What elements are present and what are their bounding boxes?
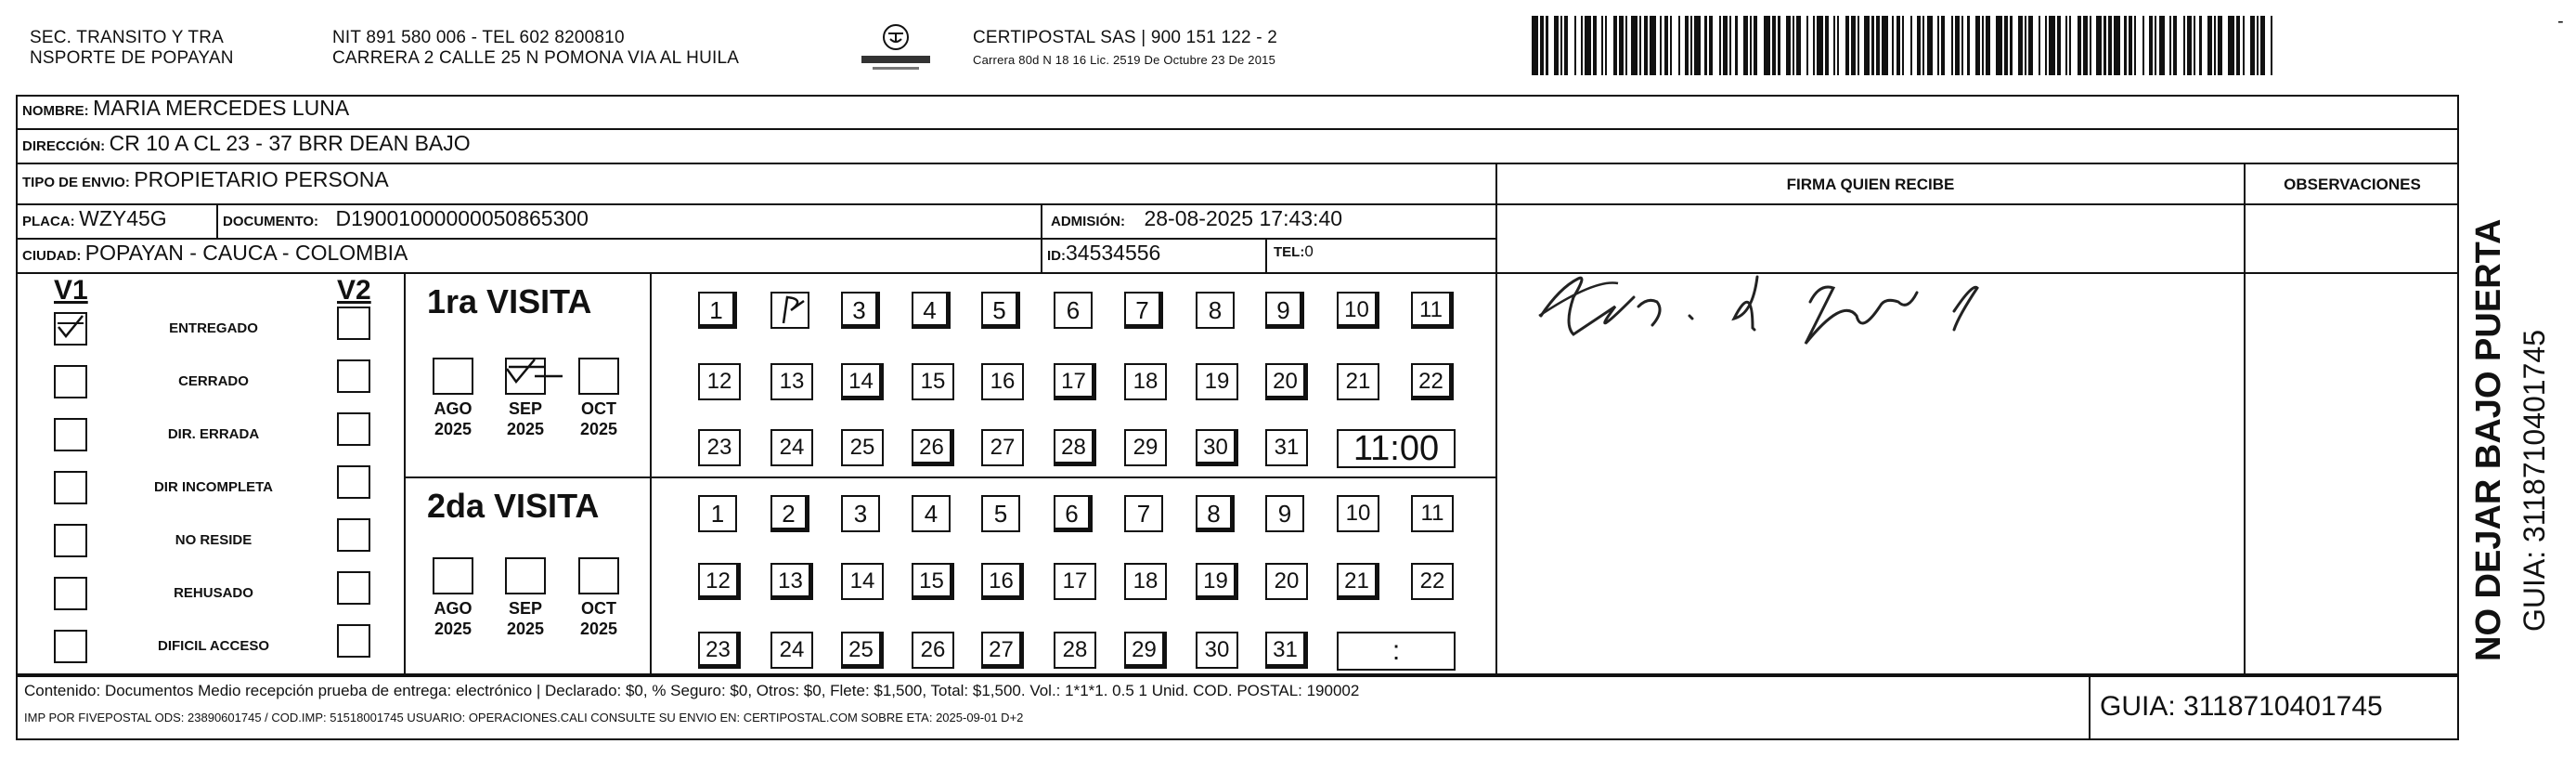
v2-checkbox-1[interactable]: [337, 307, 370, 340]
visit1-day-27[interactable]: 27: [981, 429, 1024, 466]
visit1-day-14[interactable]: 14: [841, 363, 884, 400]
barcode-bar: [1713, 16, 1719, 75]
divider: [2244, 164, 2246, 675]
status-option-label: ENTREGADO: [169, 320, 258, 336]
placa-label: PLACA:: [22, 214, 75, 229]
nit-line-1: NIT 891 580 006 - TEL 602 8200810: [332, 28, 625, 47]
v2-checkbox-3[interactable]: [337, 412, 370, 446]
v1-checkbox-6[interactable]: [54, 577, 87, 610]
visit1-day-7[interactable]: 7: [1124, 292, 1163, 329]
month-label: OCT: [581, 599, 616, 618]
status-option-label: REHUSADO: [174, 585, 253, 601]
barcode-bar: [1532, 16, 1538, 75]
status-option-label: DIR INCOMPLETA: [153, 479, 274, 495]
barcode-bar: [2202, 16, 2208, 75]
v1-checkbox-3[interactable]: [54, 418, 87, 451]
documento-label: DOCUMENTO:: [223, 214, 319, 229]
visit2-day-22[interactable]: 22: [1411, 563, 1454, 600]
admision-value: 28-08-2025 17:43:40: [1144, 206, 1343, 230]
visit2-day-24[interactable]: 24: [770, 632, 813, 669]
sender-line-2: NSPORTE DE POPAYAN: [30, 48, 234, 68]
visit2-day-29[interactable]: 29: [1124, 632, 1167, 669]
v2-checkbox-6[interactable]: [337, 571, 370, 605]
ciudad-value: POPAYAN - CAUCA - COLOMBIA: [84, 241, 408, 265]
visit1-day-2[interactable]: [770, 292, 809, 329]
barcode-bar: [1585, 16, 1591, 75]
visit2-month-sep-checkbox[interactable]: [505, 557, 546, 594]
visit1-day-16[interactable]: 16: [981, 363, 1024, 400]
visit1-day-4[interactable]: 4: [912, 292, 951, 329]
barcode-bar: [1568, 16, 1574, 75]
visit1-day-11[interactable]: 11: [1411, 292, 1454, 329]
year-label: 2025: [506, 420, 545, 438]
visit2-day-11[interactable]: 11: [1411, 495, 1454, 532]
footer-imp: IMP POR FIVEPOSTAL ODS: 23890601745 / COD.IMP: 51518001745 USUARIO: OPERACIONES.CALI CONSULTE SU ENVIO EN: CERTIPOSTAL.COM SOBRE ETA: 2025-09-01 D+2: [24, 711, 1024, 724]
barcode-bar: [1970, 16, 1976, 75]
visit1-day-31[interactable]: 31: [1265, 429, 1308, 466]
visit1-day-29[interactable]: 29: [1124, 429, 1167, 466]
barcode-bar: [1817, 16, 1823, 75]
divider: [1495, 164, 1497, 675]
barcode-bar: [1990, 16, 1997, 75]
nit-line-2: CARRERA 2 CALLE 25 N POMONA VIA AL HUILA: [332, 48, 740, 68]
visit1-day-5[interactable]: 5: [981, 292, 1020, 329]
visit1-day-25[interactable]: 25: [841, 429, 884, 466]
barcode-bar: [1927, 16, 1934, 75]
v2-checkbox-2[interactable]: [337, 359, 370, 393]
visit2-month-oct-checkbox[interactable]: [578, 557, 619, 594]
visit2-day-27[interactable]: 27: [981, 632, 1024, 669]
visit2-day-26[interactable]: 26: [912, 632, 954, 669]
status-option-label: CERRADO: [178, 373, 249, 389]
first-visit-title: 1ra VISITA: [427, 282, 592, 320]
direccion-row: [22, 131, 471, 156]
barcode-bar: [2271, 16, 2272, 75]
visit1-day-9[interactable]: 9: [1265, 292, 1304, 329]
barcode-bar: [2013, 16, 2019, 75]
id-label: ID:: [1047, 248, 1066, 264]
footer-contenido: Contenido: Documentos Medio recepción prueba de entrega: electrónico | Declarado: $0, % Seguro: $0, Otros: $0, Flete: $1,500, Total: $1,500. Vol.: 1*1*1. 0.5 1 Unid. COD. POSTAL: 190002: [24, 682, 1360, 699]
month-label: OCT: [581, 399, 616, 418]
v1-checkbox-7[interactable]: [54, 630, 87, 663]
barcode-bar: [2245, 16, 2251, 75]
month-year-label: [427, 598, 479, 639]
visit1-day-15[interactable]: 15: [912, 363, 954, 400]
tel-value: 0: [1304, 242, 1314, 260]
barcode-bar: [1864, 16, 1871, 75]
barcode-bar: [2071, 16, 2078, 75]
v2-label: V2: [337, 275, 371, 306]
month-year-label: [499, 398, 551, 439]
divider: [16, 163, 2459, 164]
visit2-month-ago-checkbox[interactable]: [433, 557, 473, 594]
second-visit-title: 2da VISITA: [427, 487, 600, 525]
visit1-day-23[interactable]: 23: [698, 429, 741, 466]
barcode-bar: [2228, 16, 2234, 75]
tipo-row: [22, 167, 389, 192]
barcode-bar: [2114, 16, 2120, 75]
nit-block: [332, 28, 739, 69]
visit2-day-9[interactable]: 9: [1265, 495, 1304, 532]
barcode-bar: [1764, 16, 1770, 75]
visit1-day-22[interactable]: 22: [1411, 363, 1454, 400]
tel-row: [1274, 242, 1314, 261]
direccion-value: CR 10 A CL 23 - 37 BRR DEAN BAJO: [109, 131, 471, 155]
visit2-day-30[interactable]: 30: [1196, 632, 1238, 669]
visit2-day-31[interactable]: 31: [1265, 632, 1308, 669]
barcode-bar: [1738, 16, 1744, 75]
barcode-bar: [2033, 16, 2039, 75]
barcode-bar: [2136, 16, 2142, 75]
barcode-bar: [1694, 16, 1701, 75]
barcode-bar: [1882, 16, 1888, 75]
visit2-day-2[interactable]: 2: [770, 495, 809, 532]
v1-label: V1: [54, 275, 88, 306]
v1-checkbox-5[interactable]: [54, 524, 87, 557]
month-label: SEP: [508, 399, 543, 418]
ciudad-row: [22, 241, 408, 266]
status-option-label: NO RESIDE: [175, 532, 252, 548]
year-label: 2025: [579, 620, 618, 638]
visit2-time-field[interactable]: :: [1337, 632, 1456, 671]
admision-row: [1051, 206, 1342, 231]
visit2-day-4[interactable]: 4: [912, 495, 951, 532]
barcode-bar: [1945, 16, 1951, 75]
visit1-day-10[interactable]: 10: [1337, 292, 1379, 329]
observaciones-header: OBSERVACIONES: [2284, 176, 2421, 193]
documento-row: [223, 206, 589, 231]
barcode-bar: [2049, 16, 2055, 75]
visit1-month-oct-checkbox[interactable]: [578, 358, 619, 395]
month-label: SEP: [508, 599, 543, 618]
sender-line-1: SEC. TRANSITO Y TRA: [30, 28, 224, 47]
visit2-day-3[interactable]: 3: [841, 495, 880, 532]
divider: [16, 272, 2459, 274]
courier-line-2: Carrera 80d N 18 16 Lic. 2519 De Octubre 23 De 2015: [973, 53, 1276, 67]
v2-checkbox-5[interactable]: [337, 518, 370, 552]
year-label: 2025: [434, 420, 472, 438]
v2-checkbox-4[interactable]: [337, 465, 370, 499]
barcode-bar: [2222, 16, 2229, 75]
visit2-day-21[interactable]: 21: [1337, 563, 1379, 600]
visit2-day-6[interactable]: 6: [1054, 495, 1093, 532]
divider: [16, 128, 2459, 130]
year-label: 2025: [434, 620, 472, 638]
visit1-day-19[interactable]: 19: [1196, 363, 1238, 400]
barcode-bar: [1839, 16, 1845, 75]
visit2-day-23[interactable]: 23: [698, 632, 741, 669]
visit1-month-sep-checkbox[interactable]: [505, 358, 546, 395]
visit1-day-12[interactable]: 12: [698, 363, 741, 400]
barcode-bar: [2177, 16, 2183, 75]
nombre-value: MARIA MERCEDES LUNA: [93, 96, 350, 120]
visit1-day-24[interactable]: 24: [770, 429, 813, 466]
barcode-bar: [2096, 16, 2103, 75]
visit1-day-28[interactable]: 28: [1054, 429, 1096, 466]
no-dejar-warning: NO DEJAR BAJO PUERTA: [2469, 218, 2508, 661]
barcode-bar: [1672, 16, 1678, 75]
month-label: AGO: [434, 599, 472, 618]
courier-line-1: CERTIPOSTAL SAS | 900 151 122 - 2: [973, 28, 1278, 47]
barcode-bar: [1757, 16, 1764, 75]
admision-label: ADMISIÓN:: [1051, 214, 1125, 229]
barcode-bar: [2265, 16, 2272, 75]
courier-block: [973, 28, 1277, 71]
visit2-day-25[interactable]: 25: [841, 632, 884, 669]
status-option-label: DIFICIL ACCESO: [157, 638, 269, 654]
barcode: [1532, 16, 2284, 75]
visit2-day-13[interactable]: 13: [770, 563, 813, 600]
placa-value: WZY45G: [79, 206, 167, 230]
nombre-row: [22, 96, 349, 121]
tipo-label: TIPO DE ENVIO:: [22, 175, 130, 190]
id-value: 34534556: [1066, 241, 1161, 265]
barcode-bar: [1996, 16, 2002, 75]
visit1-day-30[interactable]: 30: [1196, 429, 1238, 466]
documento-value: D19001000000050865300: [335, 206, 589, 230]
year-label: 2025: [579, 420, 618, 438]
barcode-bar: [2159, 16, 2166, 75]
barcode-bar: [1650, 16, 1656, 75]
firma-header: FIRMA QUIEN RECIBE: [1786, 176, 1955, 193]
visit1-day-18[interactable]: 18: [1124, 363, 1167, 400]
visit1-day-13[interactable]: 13: [770, 363, 813, 400]
visit2-day-28[interactable]: 28: [1054, 632, 1096, 669]
visit1-month-ago-checkbox[interactable]: [433, 358, 473, 395]
direccion-label: DIRECCIÓN:: [22, 138, 106, 154]
visit2-day-15[interactable]: 15: [912, 563, 954, 600]
month-year-label: [499, 598, 551, 639]
visit2-day-19[interactable]: 19: [1196, 563, 1238, 600]
month-label: AGO: [434, 399, 472, 418]
tipo-value: PROPIETARIO PERSONA: [134, 167, 389, 191]
footer-guia: GUIA: 3118710401745: [2100, 691, 2383, 722]
visit1-day-17[interactable]: 17: [1054, 363, 1096, 400]
visit2-day-14[interactable]: 14: [841, 563, 884, 600]
placa-row: [22, 206, 167, 231]
visit1-day-8[interactable]: 8: [1196, 292, 1235, 329]
month-year-label: [427, 398, 479, 439]
courier-logo-icon: [854, 20, 938, 74]
visit2-day-20[interactable]: 20: [1265, 563, 1308, 600]
status-option-label: DIR. ERRADA: [167, 426, 260, 442]
barcode-bar: [1780, 16, 1787, 75]
v2-checkbox-7[interactable]: [337, 624, 370, 658]
side-guia: GUIA: 3118710401745: [2518, 330, 2551, 632]
barcode-bar: [1801, 16, 1807, 75]
visit1-day-26[interactable]: 26: [912, 429, 954, 466]
visit1-day-6[interactable]: 6: [1054, 292, 1093, 329]
visit2-day-18[interactable]: 18: [1124, 563, 1167, 600]
tel-label: TEL:: [1274, 244, 1305, 260]
ciudad-label: CIUDAD:: [22, 248, 82, 264]
visit2-day-16[interactable]: 16: [981, 563, 1024, 600]
barcode-bar: [1904, 16, 1910, 75]
month-year-label: [573, 598, 625, 639]
visit1-day-20[interactable]: 20: [1265, 363, 1308, 400]
divider: [16, 203, 2459, 205]
v1-checkbox-2[interactable]: [54, 365, 87, 398]
barcode-bar: [1607, 16, 1613, 75]
sender-block: [30, 28, 234, 69]
visit1-day-21[interactable]: 21: [1337, 363, 1379, 400]
visit1-day-3[interactable]: 3: [841, 292, 880, 329]
nombre-label: NOMBRE:: [22, 103, 89, 119]
year-label: 2025: [506, 620, 545, 638]
visit2-day-17[interactable]: 17: [1054, 563, 1096, 600]
visit1-time-field[interactable]: 11:00: [1337, 429, 1456, 468]
v1-checkbox-1[interactable]: [54, 312, 87, 346]
visit2-day-1[interactable]: 1: [698, 495, 737, 532]
month-year-label: [573, 398, 625, 439]
divider: [16, 238, 1495, 240]
recipient-signature: [1522, 251, 2005, 381]
barcode-bar: [1631, 16, 1638, 75]
visit2-day-8[interactable]: 8: [1196, 495, 1235, 532]
visit1-day-1[interactable]: 1: [698, 292, 737, 329]
barcode-bar: [1548, 16, 1555, 75]
visit2-day-10[interactable]: 10: [1337, 495, 1379, 532]
visit2-day-12[interactable]: 12: [698, 563, 741, 600]
v1-checkbox-4[interactable]: [54, 471, 87, 504]
visit2-day-7[interactable]: 7: [1124, 495, 1163, 532]
visit2-day-5[interactable]: 5: [981, 495, 1020, 532]
id-row: [1047, 241, 1160, 266]
